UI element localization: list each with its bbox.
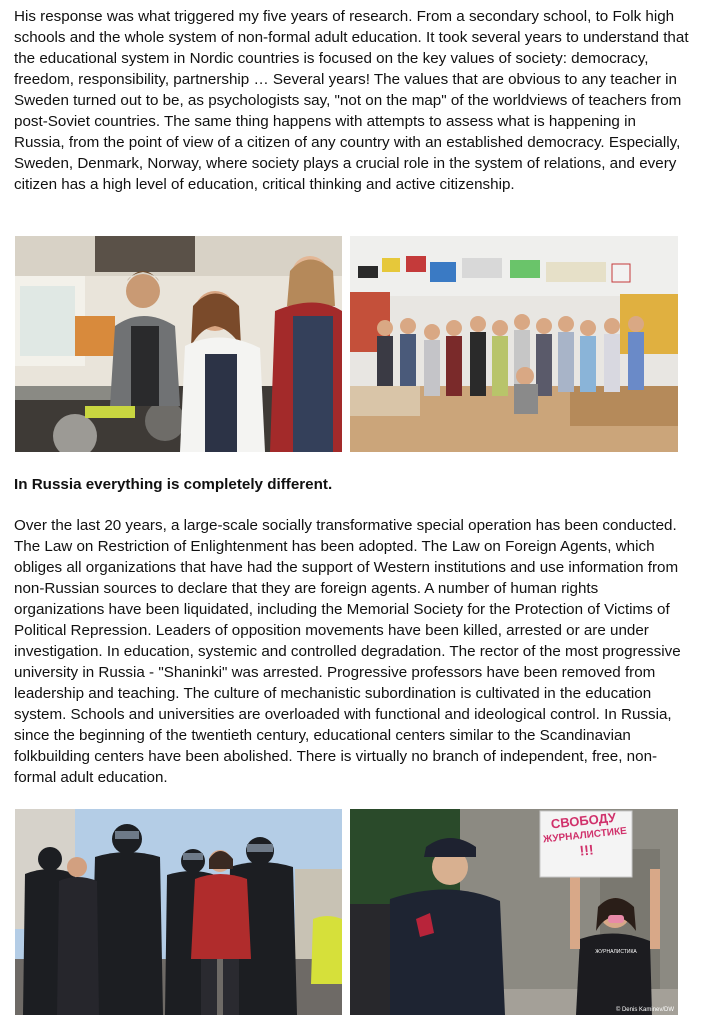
photo-credit: © Denis Kaminev/DW bbox=[615, 1007, 674, 1013]
classroom-group-photo bbox=[350, 236, 678, 452]
russia-paragraph: Over the last 20 years, a large-scale socially transformative special operation has been conducted. The Law on Restriction of Enlightenment has been adopted. The Law on Foreign Agents, which obliges all organizations that have had the support of Western institutions and use information from non-Russian sources to declare that they are foreign agents. A number of human rights organizations have been liquidated, including the Memorial Society for the Protection of Victims of Political Repression. Leaders of opposition movements have been killed, arrested or are under investigation. In education, systemic and controlled degradation. The rector of the most progressive university in Russia - "Shaninki" was arrested. Progressive professors have been removed from leadership and teaching. The culture of mechanistic subordination is cultivated in the education system. Schools and universities are overloaded with functional and ideological control. In Russia, since the beginning of the twentieth century, educational centers similar to the Scandinavian folkbuilding centers have been abolished. There is virtually no branch of independent, free, non-formal adult education. bbox=[14, 517, 681, 786]
shirt-text: ЖУРНАЛИСТИКА bbox=[595, 949, 637, 955]
journalism-protest-photo bbox=[350, 809, 678, 1015]
kitchen-students-photo bbox=[15, 236, 342, 452]
section-heading: In Russia everything is completely different. bbox=[14, 476, 333, 493]
placard-line-3: !!! bbox=[578, 841, 595, 859]
riot-police-photo bbox=[15, 809, 342, 1015]
placard-line-2: ЖУРНАЛИСТИКЕ bbox=[542, 825, 628, 846]
intro-paragraph: His response was what triggered my five years of research. From a secondary school, to Folk high schools and the whole system of non-formal adult education. It took several years to understand that the educational system in Nordic countries is focused on the key values of society: democracy, freedom, responsibility, partnership … Several years! The values that are obvious to any teacher in Sweden turned out to be, as psychologists say, "not on the map" of the worldviews of teachers from post-Soviet countries. The same thing happens with attempts to assess what is happening in Russia, from the point of view of a citizen of any country with an established democracy. Especially, Sweden, Denmark, Norway, where society plays a crucial role in the system of relations, and every citizen has a high level of education, critical thinking and active citizenship. bbox=[14, 8, 689, 193]
placard-line-1: СВОБОДУ bbox=[550, 809, 617, 832]
